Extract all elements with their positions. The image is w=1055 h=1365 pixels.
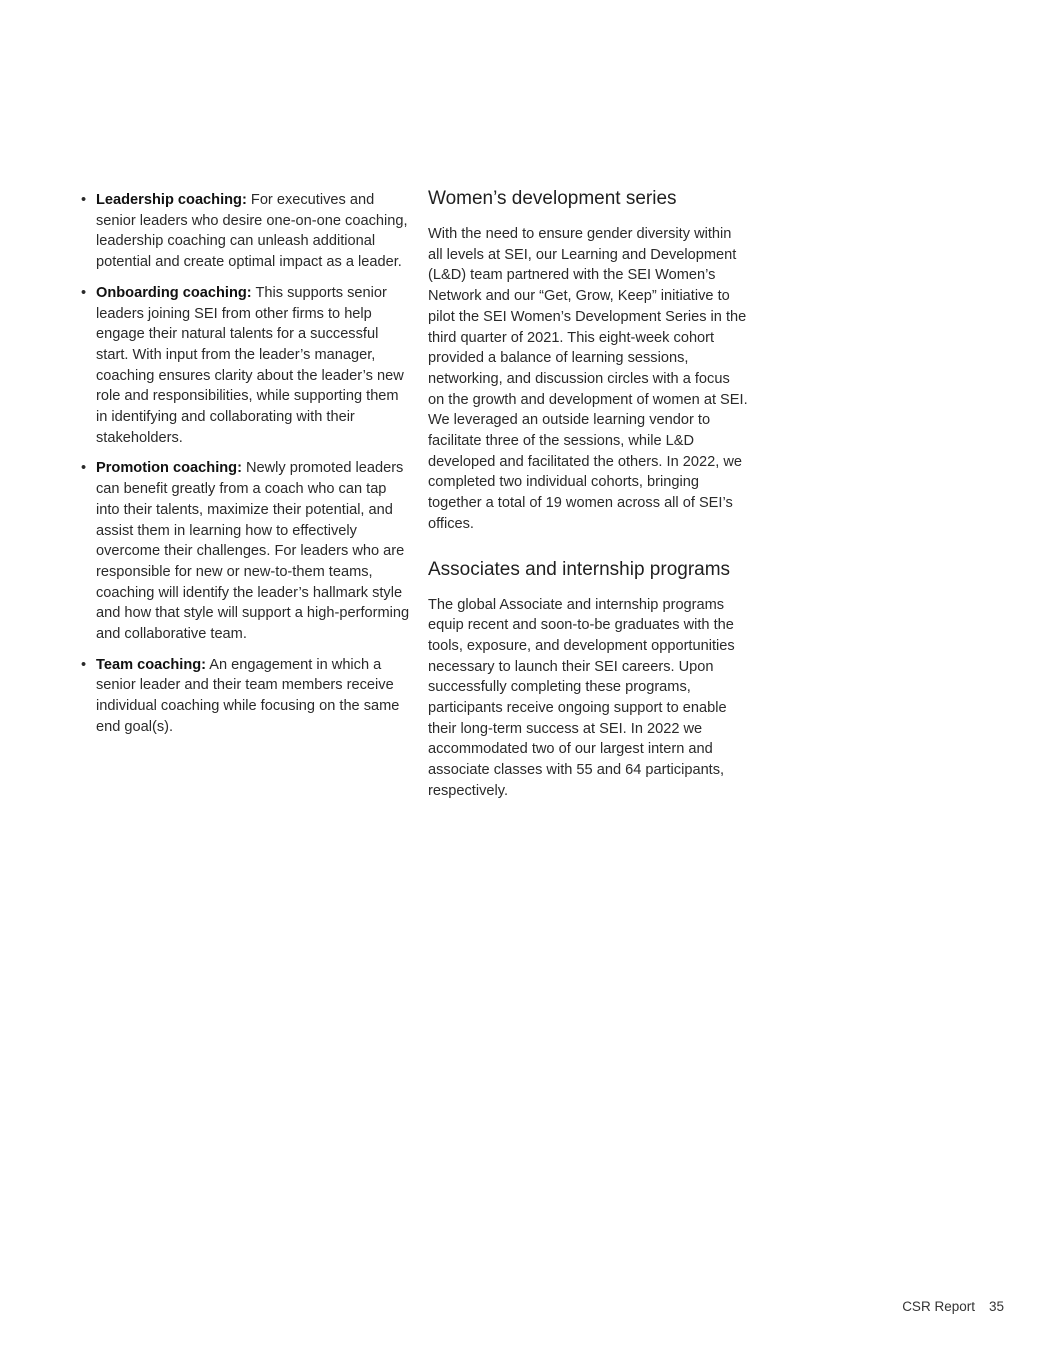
page-footer	[902, 1299, 1004, 1314]
section-body: The global Associate and internship programs equip recent and soon-to-be graduates with the tools, exposure, and development opportunities necessary to launch their SEI careers. Upon successfully completing these programs, participants receive ongoing support to enable their long-term success at SEI. In 2022 we accommodated two of our largest intern and associate classes with 55 and 64 participants, respectively.	[428, 596, 735, 799]
section-heading: Associates and internship programs	[428, 558, 731, 580]
page-number: 35	[988, 1299, 1004, 1314]
list-item-promotion-coaching	[80, 458, 410, 644]
associates-internship-section	[428, 557, 748, 802]
list-item-lead: Leadership coaching:	[96, 192, 247, 208]
right-column	[428, 186, 748, 802]
list-item-team-coaching	[80, 655, 410, 738]
list-item-text: This supports senior leaders joining SEI from other firms to help engage their natural talents for a successful start. With input from the leader’s manager, coaching ensures clarity about the leader’s new role and responsibilities, while supporting them in identifying and collaborating with their stakeholders.	[96, 284, 404, 446]
section-heading: Women’s development series	[428, 188, 677, 209]
list-item-lead: Team coaching:	[96, 656, 207, 673]
list-item-lead: Promotion coaching:	[96, 460, 242, 477]
list-item-text: Newly promoted leaders can benefit greatly from a coach who can tap into their talents, maximize their potential, and assist them in learning how to effectively overcome their challenges. For leaders who are responsible for new or new-to-them teams, coaching will identify the leader’s hallmark style and how that style will support a high-performing and collaborative team.	[96, 460, 410, 643]
list-item-text: For executives and senior leaders who desire one-on-one coaching, leadership coaching can unleash additional potential and create optimal impact as a leader.	[96, 192, 408, 271]
list-item-text: An engagement in which a senior leader and their team members receive individual coaching while focusing on the same end goal(s).	[96, 656, 400, 735]
list-item-onboarding-coaching	[80, 283, 410, 449]
report-name: CSR Report	[902, 1299, 975, 1314]
list-item-lead: Onboarding coaching:	[96, 284, 252, 301]
womens-development-section	[428, 186, 748, 535]
left-column	[80, 190, 410, 748]
section-body: With the need to ensure gender diversity within all levels at SEI, our Learning and Development (L&D) team partnered with the SEI Women’s Network and our “Get, Grow, Keep” initiative to pilot the SEI Women’s Development Series in the third quarter of 2021. This eight-week cohort provided a balance of learning sessions, networking, and discussion circles with a focus on the growth and development of women at SEI. We leveraged an outside learning vendor to facilitate three of the sessions, while L&D developed and facilitated the others. In 2022, we completed two individual cohorts, bringing together a total of 19 women across all of SEI’s offices.	[428, 226, 748, 532]
coaching-list	[80, 190, 410, 738]
list-item-leadership-coaching	[80, 190, 410, 273]
